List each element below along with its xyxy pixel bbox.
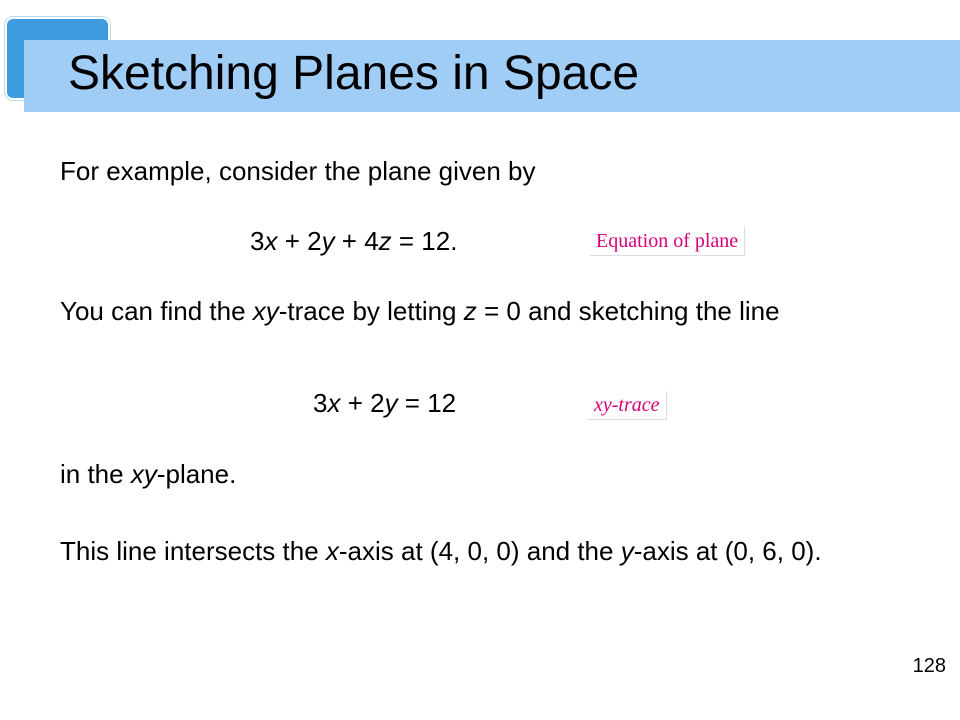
equation-of-plane-label: Equation of plane bbox=[590, 227, 745, 256]
xy-plane-text: in the xy-plane. bbox=[60, 459, 237, 489]
xy-trace-label: xy-trace bbox=[588, 391, 667, 420]
intersect-paragraph: This line intersects the x-axis at (4, 0, 0) and the y-axis at (0, 6, 0). bbox=[60, 536, 822, 566]
plane-equation: 3x + 2y + 4z = 12. bbox=[250, 226, 458, 256]
intro-text: For example, consider the plane given by bbox=[60, 156, 536, 186]
trace-paragraph: You can find the xy-trace by letting z = 0 and sketching the line bbox=[60, 296, 780, 326]
slide-title: Sketching Planes in Space bbox=[68, 47, 640, 100]
page-number: 128 bbox=[912, 655, 946, 677]
trace-equation: 3x + 2y = 12 bbox=[313, 388, 457, 418]
